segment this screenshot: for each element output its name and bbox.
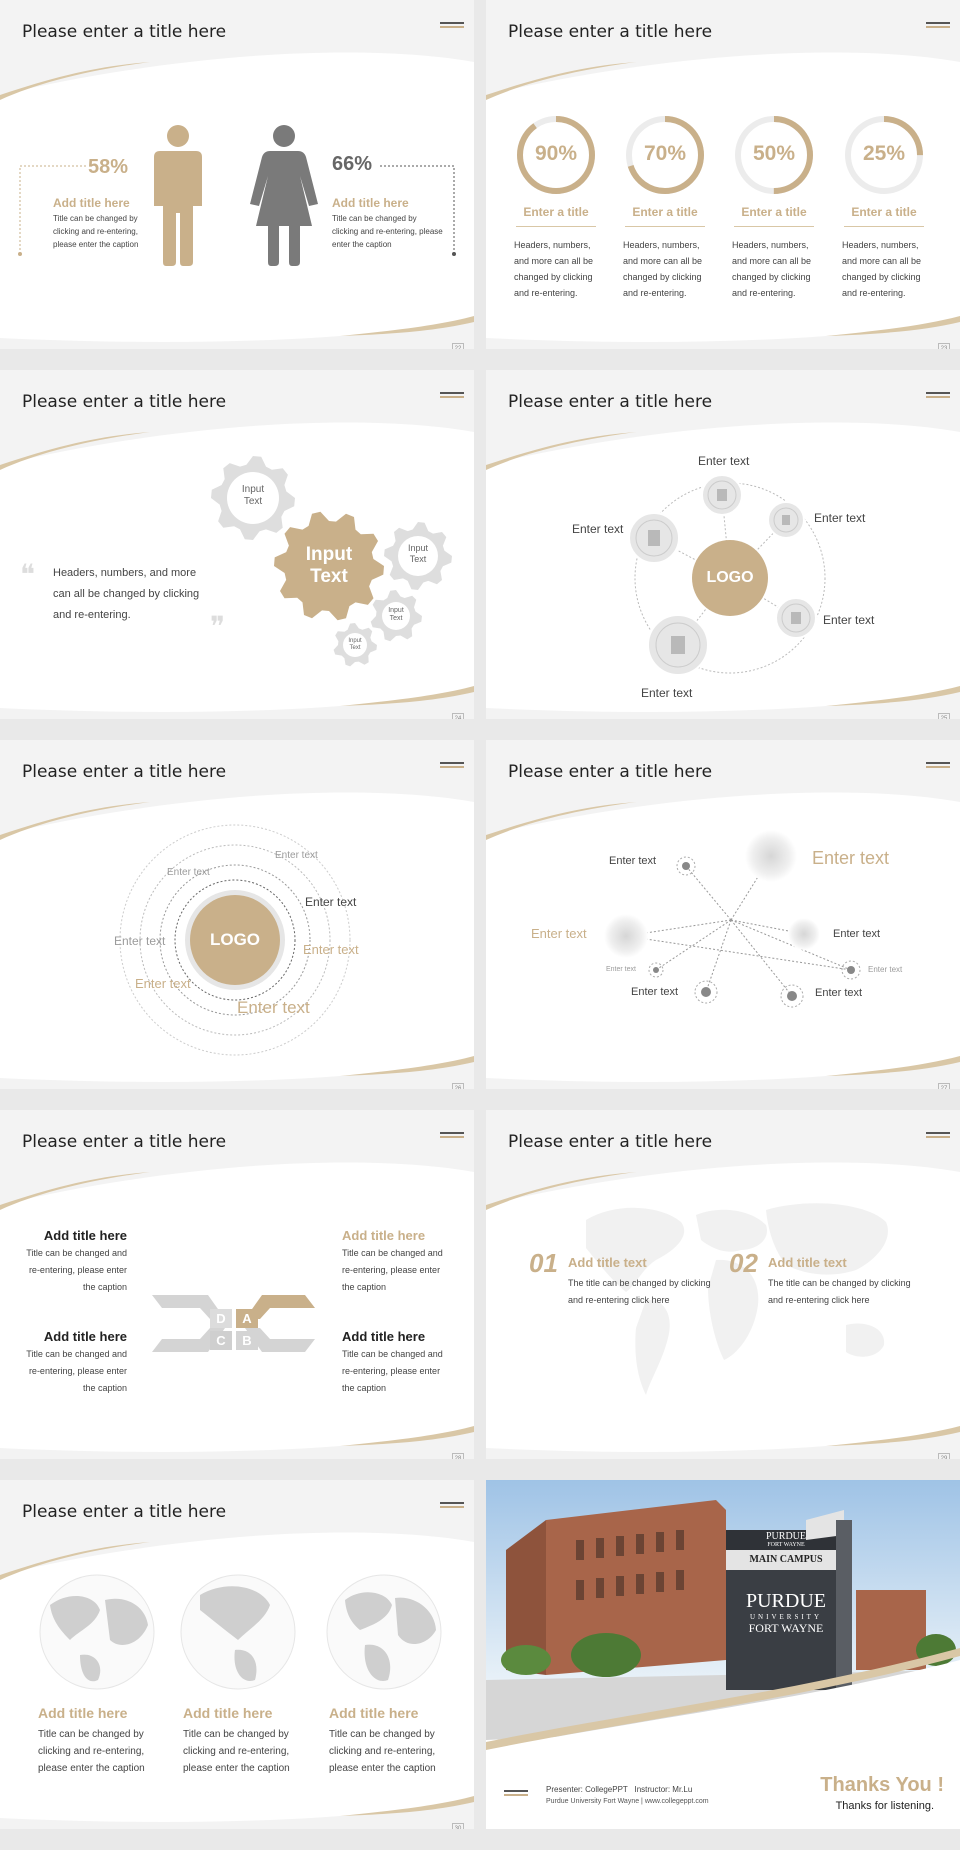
- brand-logo: [504, 1790, 528, 1800]
- divider: [734, 226, 814, 227]
- letter-b: B: [242, 1333, 252, 1348]
- sign-line: PURDUE: [745, 1590, 826, 1612]
- gear-text: Text: [389, 615, 403, 622]
- gear-text: Text: [349, 645, 361, 651]
- slide-title: Please enter a title here: [22, 1502, 227, 1522]
- globe-title: Add title here: [38, 1705, 128, 1721]
- slide-title: Please enter a title here: [22, 392, 227, 412]
- node-label: Enter text: [641, 686, 693, 700]
- hub-diagram: [486, 370, 960, 719]
- body-line: Headers, numbers,: [732, 240, 809, 250]
- gear-mid-label: [381, 607, 411, 623]
- female-percent: 66%: [332, 153, 373, 175]
- slide-title: Please enter a title here: [22, 22, 227, 42]
- body-line: clicking and re-entering,: [183, 1746, 290, 1757]
- quote-line: and re-entering.: [53, 609, 131, 621]
- slide-title: Please enter a title here: [508, 762, 713, 782]
- slide-26[interactable]: [0, 740, 474, 1089]
- block-line: Title can be changed and: [342, 1248, 443, 1258]
- globe-body: [38, 1726, 145, 1777]
- body-line: Headers, numbers,: [623, 240, 700, 250]
- gear-text: Input: [241, 484, 265, 495]
- gear-text: Text: [310, 566, 348, 587]
- block-title: Add title here: [342, 1329, 426, 1344]
- open-quote-icon: ❝: [20, 558, 36, 591]
- gear-text: Text: [243, 496, 263, 507]
- caption-line: enter the caption: [332, 240, 392, 249]
- instructor: Instructor: Mr.Lu: [634, 1785, 693, 1794]
- globe-title: Add title here: [183, 1705, 273, 1721]
- body-line: please enter the caption: [183, 1763, 290, 1774]
- slide-23[interactable]: [486, 0, 960, 349]
- body-line: Title can be changed by: [38, 1729, 144, 1740]
- sign-line: FORT WAYNE: [748, 1621, 824, 1635]
- block-line: Title can be changed and: [26, 1349, 127, 1359]
- sign-line: FORT WAYNE: [767, 1542, 805, 1548]
- close-quote-icon: ❞: [210, 610, 226, 643]
- body-line: and more can all be: [842, 256, 922, 266]
- page-number: 27: [938, 1083, 950, 1089]
- node-label: Enter text: [812, 848, 890, 868]
- block-line: re-entering, please enter: [28, 1366, 127, 1376]
- logo-text: LOGO: [209, 930, 261, 949]
- item-body: [768, 1275, 911, 1309]
- page-number: 26: [452, 1083, 464, 1089]
- body-line: changed by clicking: [732, 272, 811, 282]
- right-block-caption: [332, 212, 452, 251]
- quote-line: Headers, numbers, and more: [53, 567, 197, 579]
- orbit-label: Enter text: [303, 942, 359, 957]
- node-label: Enter text: [823, 613, 875, 627]
- block-line: the caption: [342, 1383, 387, 1393]
- body-line: and more can all be: [623, 256, 703, 266]
- left-block-title: Add title here: [53, 196, 130, 210]
- slide-25[interactable]: [486, 370, 960, 719]
- gear-text: Input: [305, 544, 353, 565]
- ring-percent: 50%: [752, 142, 796, 165]
- slide-30[interactable]: [0, 1480, 474, 1829]
- slide-31-closing[interactable]: [486, 1480, 960, 1829]
- slide-title: Please enter a title here: [508, 22, 713, 42]
- body-line: and more can all be: [732, 256, 812, 266]
- item-number: 02: [729, 1248, 758, 1278]
- node-label: Enter text: [609, 855, 657, 867]
- body-line: and re-entering.: [623, 288, 687, 298]
- item-number: 01: [529, 1248, 558, 1278]
- column-body: [842, 237, 937, 301]
- gear-text: Input: [348, 638, 362, 644]
- node-label: Enter text: [606, 966, 636, 973]
- thanks-title: Thanks You !: [820, 1774, 944, 1796]
- body-line: changed by clicking: [514, 272, 593, 282]
- male-icon: [154, 125, 202, 266]
- slide-29[interactable]: [486, 1110, 960, 1459]
- block-line: the caption: [82, 1383, 127, 1393]
- body-line: please enter the caption: [38, 1763, 145, 1774]
- node-label: Enter text: [814, 511, 866, 525]
- slide-title: Please enter a title here: [508, 392, 713, 412]
- body-line: and re-entering click here: [768, 1295, 870, 1305]
- page-number: 22: [452, 343, 464, 349]
- letter-d: D: [216, 1311, 226, 1326]
- globe-icon: [40, 1575, 154, 1689]
- presenter-line: [546, 1785, 692, 1794]
- block-line: re-entering, please enter: [342, 1265, 441, 1275]
- ring-percent: 70%: [643, 142, 687, 165]
- column-title: Enter a title: [851, 205, 917, 219]
- block-line: the caption: [82, 1282, 127, 1292]
- slide-27[interactable]: [486, 740, 960, 1089]
- gender-figures: [0, 0, 474, 349]
- body-line: and re-entering.: [732, 288, 796, 298]
- male-percent: 58%: [88, 156, 129, 178]
- divider: [625, 226, 705, 227]
- gear-right-label: [398, 543, 438, 565]
- caption-line: please enter the caption: [53, 240, 139, 249]
- caption-line: Title can be changed by: [53, 214, 138, 223]
- item-title: Add title text: [568, 1255, 647, 1270]
- item-title: Add title text: [768, 1255, 847, 1270]
- divider: [516, 226, 596, 227]
- block-line: re-entering, please enter: [342, 1366, 441, 1376]
- block-title: Add title here: [43, 1228, 127, 1243]
- sign-main-text: [726, 1590, 846, 1636]
- ring-percent: 25%: [862, 142, 906, 165]
- orbit-diagram: [0, 740, 474, 1089]
- letter-a: A: [242, 1311, 252, 1326]
- block-line: re-entering, please enter: [28, 1265, 127, 1275]
- body-line: clicking and re-entering,: [329, 1746, 436, 1757]
- body-line: The title can be changed by clicking: [568, 1278, 711, 1288]
- body-line: Title can be changed by: [329, 1729, 435, 1740]
- ring-percent: 90%: [534, 142, 578, 165]
- node-label: Enter text: [868, 965, 903, 974]
- logo-text: LOGO: [706, 569, 754, 586]
- block-line: the caption: [342, 1282, 387, 1292]
- column-body: [732, 237, 827, 301]
- body-line: changed by clicking: [842, 272, 921, 282]
- body-line: Title can be changed by: [183, 1729, 289, 1740]
- gear-text: Input: [407, 543, 429, 553]
- divider: [844, 226, 924, 227]
- node-label: Enter text: [572, 522, 624, 536]
- right-block-title: Add title here: [332, 196, 409, 210]
- slide-22[interactable]: [0, 0, 474, 349]
- body-line: Headers, numbers,: [514, 240, 591, 250]
- thanks-subtitle: Thanks for listening.: [835, 1800, 934, 1812]
- page-number: 30: [452, 1823, 464, 1829]
- sign-line: UNIVERSITY: [750, 1613, 822, 1621]
- gear-text: Text: [409, 554, 427, 564]
- slide-28[interactable]: [0, 1110, 474, 1459]
- block-line: Title can be changed and: [26, 1248, 127, 1258]
- node-label: Enter text: [833, 928, 881, 940]
- body-line: and re-entering click here: [568, 1295, 670, 1305]
- sign-top-text: [726, 1532, 846, 1550]
- node-label: Enter text: [815, 987, 863, 999]
- quote-line: can all be changed by clicking: [53, 588, 200, 600]
- page-number: 23: [938, 343, 950, 349]
- orbit-label: Enter text: [305, 895, 357, 909]
- gear-text: Input: [388, 607, 404, 614]
- column-title: Enter a title: [741, 205, 807, 219]
- slide-title: Please enter a title here: [508, 1132, 713, 1152]
- orbit-label: Enter text: [167, 867, 210, 878]
- body-line: please enter the caption: [329, 1763, 436, 1774]
- network-diagram: [486, 740, 960, 1089]
- body-line: changed by clicking: [623, 272, 702, 282]
- page-number: 25: [938, 713, 950, 719]
- globe-body: [329, 1726, 436, 1777]
- gear-tiny-label: [341, 638, 369, 652]
- node-label: Enter text: [531, 926, 587, 941]
- sign-bar-text: MAIN CAMPUS: [749, 1554, 823, 1565]
- node-label: Enter text: [631, 986, 679, 998]
- body-line: and re-entering.: [514, 288, 578, 298]
- caption-line: clicking and re-entering,: [53, 227, 138, 236]
- presenter: Presenter: CollegePPT: [546, 1785, 628, 1794]
- globe-icon: [327, 1575, 441, 1689]
- body-line: The title can be changed by clicking: [768, 1278, 911, 1288]
- block-title: Add title here: [342, 1228, 426, 1243]
- left-block-caption: [53, 212, 153, 251]
- body-line: Headers, numbers,: [842, 240, 919, 250]
- page-number: 24: [452, 713, 464, 719]
- orbit-label: Enter text: [237, 998, 310, 1017]
- page-number: 29: [938, 1453, 950, 1459]
- caption-line: clicking and re-entering, please: [332, 227, 443, 236]
- column-title: Enter a title: [523, 205, 589, 219]
- slide-title: Please enter a title here: [22, 762, 227, 782]
- page-number: 28: [452, 1453, 464, 1459]
- column-body: [514, 237, 609, 301]
- block-line: Title can be changed and: [342, 1349, 443, 1359]
- body-line: and re-entering.: [842, 288, 906, 298]
- block-title: Add title here: [43, 1329, 127, 1344]
- slide-24[interactable]: [0, 370, 474, 719]
- globe-title: Add title here: [329, 1705, 419, 1721]
- orbit-label: Enter text: [135, 976, 191, 991]
- female-icon: [250, 125, 318, 266]
- footer-site: Purdue University Fort Wayne | www.collegeppt.com: [546, 1798, 709, 1805]
- letter-c: C: [216, 1333, 226, 1348]
- gear-small-label: [229, 484, 277, 508]
- globe-icon: [181, 1575, 295, 1689]
- gear-big-label: [289, 544, 369, 588]
- caption-line: Title can be changed by: [332, 214, 417, 223]
- slide-title: Please enter a title here: [22, 1132, 227, 1152]
- body-line: and more can all be: [514, 256, 594, 266]
- abcd-arrows: [0, 1110, 474, 1459]
- node-label: Enter text: [698, 454, 750, 468]
- globe-body: [183, 1726, 290, 1777]
- orbit-label: Enter text: [114, 934, 166, 948]
- column-title: Enter a title: [632, 205, 698, 219]
- sign-line: PURDUE: [765, 1531, 806, 1542]
- column-body: [623, 237, 718, 301]
- body-line: clicking and re-entering,: [38, 1746, 145, 1757]
- item-body: [568, 1275, 711, 1309]
- orbit-label: Enter text: [275, 850, 318, 861]
